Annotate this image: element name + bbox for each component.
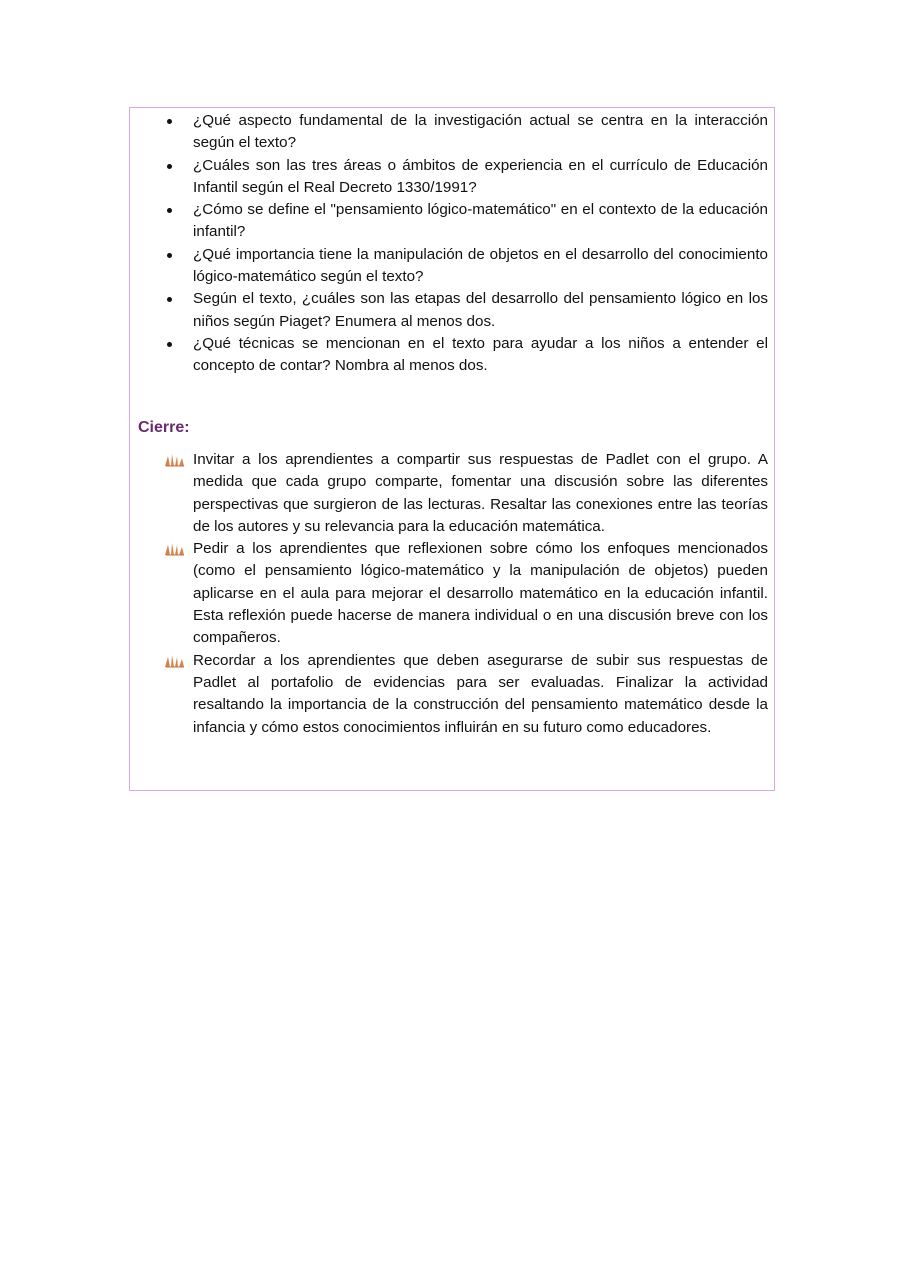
fan-bullet-icon [164, 654, 186, 668]
cierre-text: Pedir a los aprendientes que reflexionen sobre cómo los enfoques mencionados (como el pensamiento lógico-matemático y la manipulación de objetos) pueden aplicarse en el aula para mejorar el desarrollo matemático en la educación infantil. Esta reflexión puede hacerse de manera individual o en una discusión breve con los compañeros. [193, 540, 768, 647]
question-text: ¿Qué técnicas se mencionan en el texto para ayudar a los niños a entender el concepto de contar? Nombra al menos dos. [193, 334, 768, 375]
fan-bullet-icon [164, 453, 186, 467]
cierre-list [193, 449, 768, 739]
bullet-dot-icon [167, 119, 172, 124]
bullet-dot-icon [167, 297, 172, 302]
content-box [129, 107, 775, 791]
section-title-cierre: Cierre: [138, 419, 190, 436]
question-text: ¿Cuáles son las tres áreas o ámbitos de experiencia en el currículo de Educación Infantil según el Real Decreto 1330/1991? [193, 156, 768, 196]
list-item [193, 650, 768, 739]
bullet-dot-icon [167, 208, 172, 213]
list-item [193, 538, 768, 649]
list-item [193, 288, 768, 333]
question-text: ¿Qué importancia tiene la manipulación de objetos en el desarrollo del conocimiento lógico-matemático según el texto? [193, 245, 768, 286]
question-text: ¿Cómo se define el "pensamiento lógico-matemático" en el contexto de la educación infantil? [193, 201, 768, 241]
question-text: Según el texto, ¿cuáles son las etapas del desarrollo del pensamiento lógico en los niños según Piaget? Enumera al menos dos. [193, 290, 768, 330]
cierre-text: Recordar a los aprendientes que deben asegurarse de subir sus respuestas de Padlet al portafolio de evidencias para ser evaluadas. Finalizar la actividad resaltando la importancia de la construcción del pensamiento matemático desde la infancia y cómo estos conocimientos influirán en su futuro como educadores. [193, 651, 768, 736]
list-item [193, 199, 768, 244]
question-text: ¿Qué aspecto fundamental de la investigación actual se centra en la interacción según el texto? [193, 112, 768, 152]
cierre-text: Invitar a los aprendientes a compartir sus respuestas de Padlet con el grupo. A medida que cada grupo comparte, fomentar una discusión sobre las diferentes perspectivas que surgieron de las lecturas. Resaltar las conexiones entre las teorías de los autores y su relevancia para la educación matemática. [193, 451, 768, 535]
bullet-dot-icon [167, 342, 172, 347]
list-item [193, 333, 768, 378]
list-item [193, 449, 768, 538]
bullet-dot-icon [167, 253, 172, 258]
fan-bullet-icon [164, 542, 186, 556]
list-item [193, 155, 768, 200]
question-list [193, 110, 768, 378]
list-item [193, 110, 768, 155]
list-item [193, 244, 768, 289]
bullet-dot-icon [167, 164, 172, 169]
